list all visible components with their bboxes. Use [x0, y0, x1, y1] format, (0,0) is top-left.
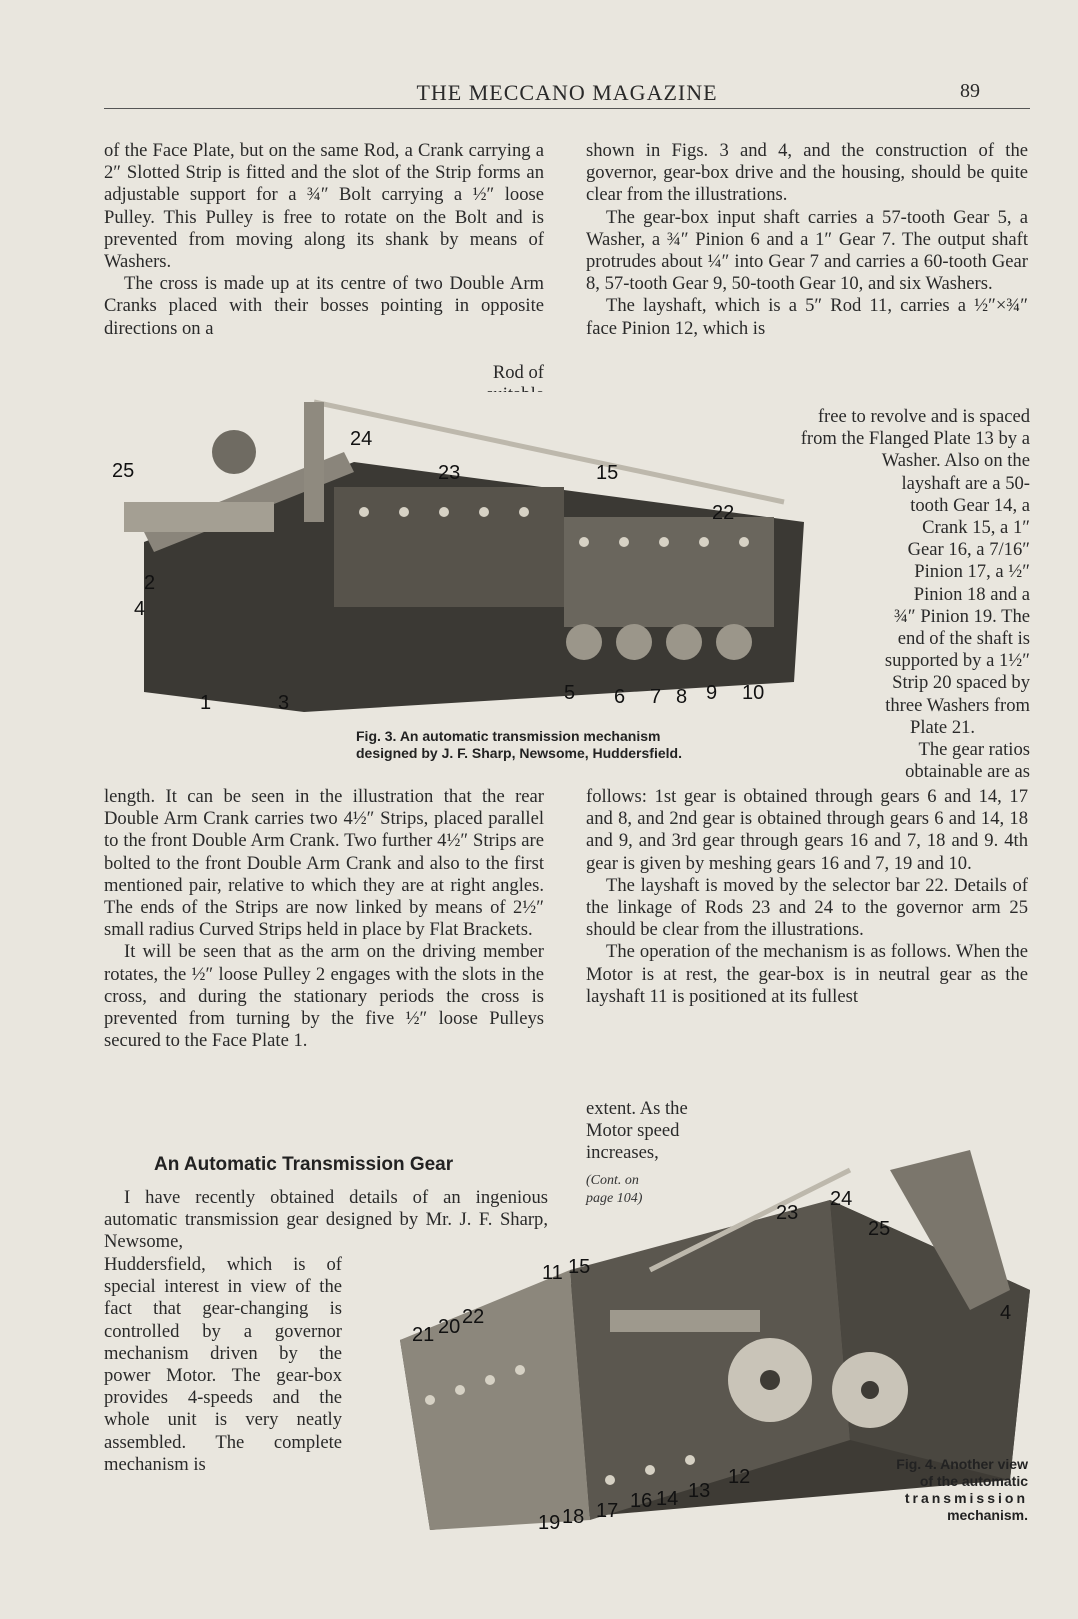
fig3-callout: 4	[134, 598, 146, 620]
fig4-callout: 23	[776, 1202, 799, 1224]
cont-line: page 104)	[586, 1191, 643, 1206]
paragraph: The layshaft, which is a 5″ Rod 11, carries a ½″×¾″ face Pinion 12, which is	[586, 295, 1028, 339]
wrap-line: Crank 15, a 1″	[922, 517, 1030, 539]
fig3-callout: 1	[200, 692, 212, 714]
wrap-line: ¾″ Pinion 19. The	[893, 605, 1030, 627]
fig3-callout: 25	[112, 460, 135, 482]
left-column-bottom: I have recently obtained details of an ingenious automatic transmission gear designed by Mr. J. F. Sharp, Newsome,	[104, 1187, 548, 1253]
wrap-line: Gear 16, a 7/16″	[907, 539, 1030, 561]
fig4-callout: 21	[412, 1324, 435, 1346]
fig3-callout: 3	[278, 692, 290, 714]
tail-line: increases,	[586, 1142, 659, 1164]
fig4-callout: 18	[562, 1506, 585, 1528]
paragraph: shown in Figs. 3 and 4, and the construction of the governor, gear-box drive and the housing, should be quite clear from the illustrations.	[586, 140, 1028, 206]
fig4-callout: 22	[462, 1306, 485, 1328]
wrap-line: obtainable are as	[905, 761, 1030, 783]
fig3-callout: 8	[676, 686, 688, 708]
left-column-middle	[104, 786, 544, 1052]
fig4-callout: 20	[438, 1316, 461, 1338]
fig3-callout: 6	[614, 686, 626, 708]
fig4-callout: 13	[688, 1480, 711, 1502]
fig3-callout: 5	[564, 682, 576, 704]
wrap-line: end of the shaft is	[897, 628, 1030, 650]
caption-line: Fig. 4. Another view	[896, 1456, 1028, 1472]
fig4-callout: 17	[596, 1500, 619, 1522]
tail-line: Motor speed	[586, 1120, 680, 1142]
left-column-narrow: Huddersfield, which is of special interest in view of the fact that gear-changing is controlled by a governor mechanism driven by the power Motor. The gear-box provides 4-speeds and the whole unit is very neatly assembled. The complete mechanism is	[104, 1254, 342, 1475]
wrap-line: three Washers from	[885, 694, 1030, 716]
fig3-callout: 7	[650, 686, 662, 708]
wrap-line: free to revolve and is spaced	[817, 406, 1030, 427]
left-column-top	[104, 140, 544, 340]
fig4-callout: 11	[542, 1262, 563, 1284]
right-column-wrap	[670, 406, 1030, 783]
fig4-caption	[858, 1456, 1028, 1524]
wrap-line: Plate 21.	[910, 716, 976, 738]
paragraph: follows: 1st gear is obtained through gears 6 and 14, 17 and 8, and 2nd gear is obtained through gears 6 and 14, 18 and 9, and 3rd gear through gears 16 and 7, 18 and 9. 4th gear is given by meshing gears 16 and 7, 19 and 10.	[586, 786, 1028, 874]
wrap-line: supported by a 1½″	[884, 650, 1030, 672]
section-heading: An Automatic Transmission Gear	[154, 1154, 454, 1175]
right-column-middle	[586, 786, 1028, 1008]
fig4-callout: 16	[630, 1490, 653, 1512]
wrap-line: Rod of	[492, 362, 544, 383]
right-column-top	[586, 140, 1028, 340]
fig4-callout: 12	[728, 1466, 751, 1488]
fig4-callout: 25	[868, 1218, 891, 1240]
paragraph: The layshaft is moved by the selector bar 22. Details of the linkage of Rods 23 and 24 to the governor arm 25 should be clear from the illustrations.	[586, 874, 1028, 941]
tail-line: extent. As the	[586, 1098, 688, 1119]
fig4-callout: 4	[1000, 1302, 1012, 1324]
caption-line: Fig. 3. An automatic transmission mechanism	[356, 728, 661, 744]
fig3-callout: 23	[438, 462, 461, 484]
fig3-callout: 2	[144, 572, 156, 594]
running-header	[104, 80, 1030, 109]
fig3-callout: 22	[712, 502, 735, 524]
wrap-line: tooth Gear 14, a	[910, 494, 1030, 516]
paragraph: The gear-box input shaft carries a 57-tooth Gear 5, a Washer, a ¾″ Pinion 6 and a 1″ Gear 7. The output shaft protrudes about ¼″ into Gear 7 and carries a 60-tooth Gear 8, 57-tooth Gear 9, 50-tooth Gear 10, and six Washers.	[586, 206, 1028, 295]
paragraph: The cross is made up at its centre of two Double Arm Cranks placed with their bosses pointing in opposite directions on a	[104, 273, 544, 339]
wrap-line: The gear ratios	[918, 739, 1030, 761]
fig3-callout: 15	[596, 462, 619, 484]
paragraph: The operation of the mechanism is as follows. When the Motor is at rest, the gear-box is in neutral gear as the layshaft 11 is positioned at its fullest	[586, 941, 1028, 1007]
fig4-callout: 15	[568, 1256, 591, 1278]
wrap-line: Pinion 18 and a	[913, 583, 1030, 605]
magazine-title: THE MECCANO MAGAZINE	[416, 80, 718, 105]
caption-line: designed by J. F. Sharp, Newsome, Huddersfield.	[356, 745, 682, 761]
wrap-line: layshaft are a 50-	[901, 472, 1030, 494]
caption-line: transmission	[904, 1490, 1028, 1506]
fig3-callout: 10	[742, 682, 765, 704]
paragraph: length. It can be seen in the illustration that the rear Double Arm Crank carries two 4½″ Strips, placed parallel to the front Double Arm Crank. Two further 4½″ Strips are bolted to the front Double Arm Crank and also to the first mentioned pair, relative to which they are at right angles. The ends of the Strips are now linked by means of 2½″ small radius Curved Strips held in place by Flat Brackets.	[104, 786, 544, 941]
wrap-line: Pinion 17, a ½″	[914, 561, 1030, 583]
fig4-callout: 19	[538, 1512, 561, 1534]
cont-line: (Cont. on	[586, 1173, 639, 1188]
caption-line: mechanism.	[947, 1507, 1028, 1523]
fig4-callout: 24	[830, 1188, 853, 1210]
fig4-callout: 14	[656, 1488, 679, 1510]
wrap-line: Strip 20 spaced by	[892, 672, 1030, 694]
wrap-line: from the Flanged Plate 13 by a	[800, 428, 1030, 450]
paragraph: It will be seen that as the arm on the driving member rotates, the ½″ loose Pulley 2 engages with the slots in the cross, and during the stationary periods the cross is prevented from turning by the five ½″ loose Pulleys secured to the Face Plate 1.	[104, 941, 544, 1052]
wrap-line: Washer. Also on the	[881, 450, 1030, 472]
fig3-callout: 24	[350, 428, 373, 450]
fig3-callout: 9	[706, 682, 718, 704]
caption-line: of the automatic	[919, 1473, 1028, 1489]
page-number: 89	[960, 80, 980, 102]
paragraph: of the Face Plate, but on the same Rod, a Crank carrying a 2″ Slotted Strip is fitted and the slot of the Strip forms an adjustable support for a ¾″ Bolt carrying a ½″ loose Pulley. This Pulley is free to rotate on the Bolt and is prevented from moving along its shank by means of Washers.	[104, 140, 544, 273]
